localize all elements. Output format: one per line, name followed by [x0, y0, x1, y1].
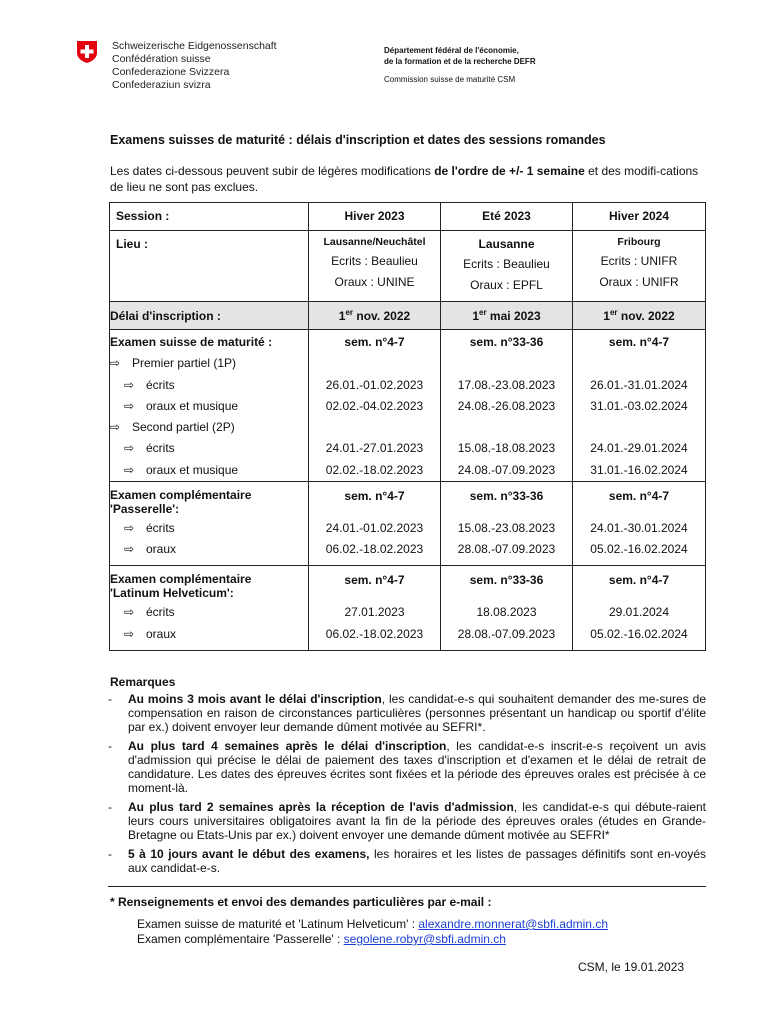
date-range: 26.01.-31.01.2024: [590, 377, 688, 392]
email-link-maturite[interactable]: alexandre.monnerat@sbfi.admin.ch: [418, 917, 608, 931]
intro-paragraph: [110, 163, 704, 195]
passerelle-label-line2: 'Passerelle':: [110, 502, 180, 517]
document-title: Examens suisses de maturité : délais d'inscription et dates des sessions romandes: [110, 133, 606, 147]
date-range: 05.02.-16.02.2024: [590, 626, 688, 641]
contact-line-passerelle: [137, 932, 506, 946]
lieu-city: Lausanne/Neuchâtel: [323, 236, 426, 248]
lieu-label: Lieu :: [116, 237, 148, 251]
arrow-right-icon: ⇨: [124, 605, 135, 620]
table-row-lieu: [110, 231, 706, 302]
table-row-passerelle: [110, 482, 706, 566]
arrow-right-icon: ⇨: [124, 398, 135, 413]
arrow-right-icon: ⇨: [124, 626, 135, 641]
date-range: 24.01.-30.01.2024: [590, 521, 688, 536]
latinum-label: [110, 566, 308, 602]
oraux-label: oraux et musique: [146, 462, 239, 477]
intro-text-2: et des modifi-cations de lieu ne sont pas exclues.: [110, 164, 699, 194]
divider: [108, 886, 706, 887]
delai-day: 1: [603, 309, 610, 323]
delai-rest: mai 2023: [486, 309, 541, 323]
lieu-oraux: Oraux : UNINE: [334, 275, 415, 289]
signoff-date: CSM, le 19.01.2023: [578, 960, 685, 974]
department-block: [384, 45, 536, 85]
lieu-oraux: Oraux : EPFL: [470, 278, 543, 292]
table-row-latinum: [110, 566, 706, 650]
date-range: 15.08.-23.08.2023: [457, 521, 556, 536]
week-range: sem. n°33-36: [469, 489, 544, 504]
admin-name-rm: Confederaziun svizra: [112, 79, 211, 91]
date-range: 05.02.-16.02.2024: [590, 542, 688, 557]
session-name: Eté 2023: [482, 209, 531, 223]
table-row-delai: [110, 302, 706, 330]
arrow-right-icon: ⇨: [110, 356, 121, 371]
ecrits-label: écrits: [146, 521, 175, 536]
remarks-list: [108, 692, 706, 880]
p2-oraux: [110, 460, 308, 481]
lieu-ecrits: Ecrits : Beaulieu: [331, 254, 418, 268]
list-dash: -: [108, 800, 112, 814]
latinum-label-line1: Examen complémentaire: [110, 572, 252, 587]
maturite-label: Examen suisse de maturité :: [110, 335, 273, 349]
list-dash: -: [108, 692, 112, 706]
arrow-right-icon: ⇨: [124, 521, 135, 536]
department-line1: Département fédéral de l'économie,: [384, 46, 519, 55]
delai-day: 1: [338, 309, 346, 323]
list-dash: -: [108, 739, 112, 753]
swiss-cross-logo: [75, 40, 99, 64]
date-range: 24.01.-29.01.2024: [590, 441, 688, 456]
delai-sup: er: [479, 308, 487, 317]
admin-name-de: Schweizerische Eidgenossenschaft: [112, 40, 277, 52]
arrow-right-icon: ⇨: [124, 542, 135, 557]
date-range: 17.08.-23.08.2023: [457, 377, 556, 392]
arrow-right-icon: ⇨: [124, 377, 135, 392]
date-range: 06.02.-18.02.2023: [325, 542, 424, 557]
department-line2: de la formation et de la recherche DEFR: [384, 57, 536, 66]
latinum-oraux: [110, 624, 308, 650]
remark-text: , les candidat-e-s inscrit-e-s reçoivent un avis d'admission qui précise le délai de paiement des taxes d'inscription et d'examen et le délai de retrait de candidature. Les dates des épreuves écrites sont fixées et la période des épreuves orales est précisée à ce moment-là.: [128, 739, 707, 795]
passerelle-ecrits: [110, 518, 308, 539]
remark-bold: Au plus tard 4 semaines après le délai d'inscription: [128, 739, 447, 753]
ecrits-label: écrits: [146, 377, 175, 392]
p1-ecrits: [110, 375, 308, 396]
session-name: Hiver 2024: [608, 209, 670, 223]
oraux-label: oraux: [146, 626, 177, 641]
table-header-row: [110, 203, 706, 231]
delai-rest: nov. 2022: [617, 309, 675, 323]
p2-ecrits: [110, 438, 308, 459]
delai-sup: er: [609, 308, 618, 317]
lieu-ecrits: Ecrits : UNIFR: [600, 254, 678, 268]
federal-administration-names: [112, 40, 277, 92]
remark-item: [108, 739, 706, 795]
premier-partiel-label: Premier partiel (1P): [132, 356, 237, 371]
latinum-label-line2: 'Latinum Helveticum':: [110, 586, 234, 601]
week-range: sem. n°4-7: [608, 335, 670, 349]
lieu-oraux: Oraux : UNIFR: [599, 275, 679, 289]
delai-date: [441, 302, 572, 323]
week-range: sem. n°4-7: [344, 573, 405, 588]
week-range: sem. n°4-7: [608, 573, 670, 588]
week-range: sem. n°33-36: [469, 335, 544, 349]
remark-item: [108, 800, 706, 842]
delai-date: [309, 302, 440, 323]
remark-bold: 5 à 10 jours avant le début des examens,: [128, 847, 370, 861]
remark-bold: Au plus tard 2 semaines après la réception de l'avis d'admission: [128, 800, 514, 814]
week-range: sem. n°4-7: [344, 489, 405, 504]
remark-item: [108, 847, 706, 875]
delai-sup: er: [345, 308, 354, 317]
date-range: 15.08.-18.08.2023: [457, 441, 556, 456]
contact-title: * Renseignements et envoi des demandes particulières par e-mail :: [110, 895, 492, 909]
passerelle-label-line1: Examen complémentaire: [110, 488, 252, 503]
passerelle-label: [110, 482, 308, 518]
intro-bold: de l'ordre de +/- 1 semaine: [434, 164, 585, 178]
admin-name-fr: Confédération suisse: [112, 53, 211, 65]
delai-day: 1: [472, 309, 480, 323]
sessions-table: [109, 202, 706, 651]
date-range: 06.02.-18.02.2023: [325, 626, 424, 641]
ecrits-label: écrits: [146, 441, 175, 456]
date-range: 28.08.-07.09.2023: [457, 626, 556, 641]
remark-text: les horaires et les listes de passages définitifs sont en-voyés aux candidat-e-s.: [128, 847, 706, 875]
email-link-passerelle[interactable]: segolene.robyr@sbfi.admin.ch: [343, 932, 506, 946]
delai-date: [573, 302, 705, 323]
lieu-city: Fribourg: [617, 236, 661, 248]
arrow-right-icon: ⇨: [124, 462, 135, 477]
date-range: 28.08.-07.09.2023: [457, 542, 556, 557]
remark-item: [108, 692, 706, 734]
oraux-label: oraux et musique: [146, 398, 239, 413]
date-range: 24.01.-01.02.2023: [325, 521, 424, 536]
arrow-right-icon: ⇨: [124, 441, 135, 456]
date-range: 31.01.-03.02.2024: [590, 398, 688, 413]
oraux-label: oraux: [146, 542, 177, 557]
session-name: Hiver 2023: [344, 209, 405, 223]
second-partiel: [110, 417, 308, 438]
intro-text-1: Les dates ci-dessous peuvent subir de légères modifications: [110, 164, 435, 178]
date-range: 24.01.-27.01.2023: [325, 441, 424, 456]
date-range: 31.01.-16.02.2024: [590, 462, 688, 477]
table-row-maturite: [110, 330, 706, 482]
date-range: 24.08.-07.09.2023: [457, 462, 556, 477]
date-range: 02.02.-04.02.2023: [325, 398, 424, 413]
delai-rest: nov. 2022: [353, 309, 411, 323]
date-range: 26.01.-01.02.2023: [325, 377, 424, 392]
remark-text: , les candidat-e-s qui souhaitent demander des me-sures de compensation en raison de circonstances particulières (personnes présentant un handicap ou sportif d'élite par ex.) doivent envoyer leur demande dûment motivée au SEFRI*.: [128, 692, 706, 734]
remark-bold: Au moins 3 mois avant le délai d'inscription: [128, 692, 382, 706]
contact-label: Examen complémentaire 'Passerelle' :: [137, 932, 344, 946]
contact-label: Examen suisse de maturité et 'Latinum Helveticum' :: [137, 917, 419, 931]
date-range: 18.08.2023: [476, 605, 537, 620]
second-partiel-label: Second partiel (2P): [132, 420, 235, 435]
week-range: sem. n°4-7: [344, 335, 405, 349]
contact-line-maturite: [137, 917, 608, 931]
date-range: 27.01.2023: [344, 605, 405, 620]
p1-oraux: [110, 396, 308, 417]
latinum-ecrits: [110, 602, 308, 623]
remark-text: , les candidat-e-s qui débute-raient leurs cours universitaires obligatoires avant la fin de la période des épreuves orales (études en Grande-Bretagne ou Etats-Unis par ex.) doivent envoyer une demande dûment motivée au SEFRI*: [128, 800, 706, 842]
session-label: Session :: [116, 209, 170, 223]
lieu-ecrits: Ecrits : Beaulieu: [463, 257, 550, 271]
lieu-city: Lausanne: [478, 237, 535, 251]
delai-label: Délai d'inscription :: [110, 309, 221, 323]
commission-name: Commission suisse de maturité CSM: [384, 75, 516, 84]
arrow-right-icon: ⇨: [110, 420, 121, 435]
passerelle-oraux: [110, 539, 308, 565]
ecrits-label: écrits: [146, 605, 175, 620]
premier-partiel: [110, 353, 308, 374]
week-range: sem. n°33-36: [469, 573, 544, 588]
remarks-title: Remarques: [110, 675, 176, 689]
week-range: sem. n°4-7: [608, 489, 670, 504]
list-dash: -: [108, 847, 112, 861]
admin-name-it: Confederazione Svizzera: [112, 66, 230, 78]
date-range: 24.08.-26.08.2023: [457, 398, 556, 413]
date-range: 02.02.-18.02.2023: [325, 462, 424, 477]
date-range: 29.01.2024: [608, 605, 670, 620]
